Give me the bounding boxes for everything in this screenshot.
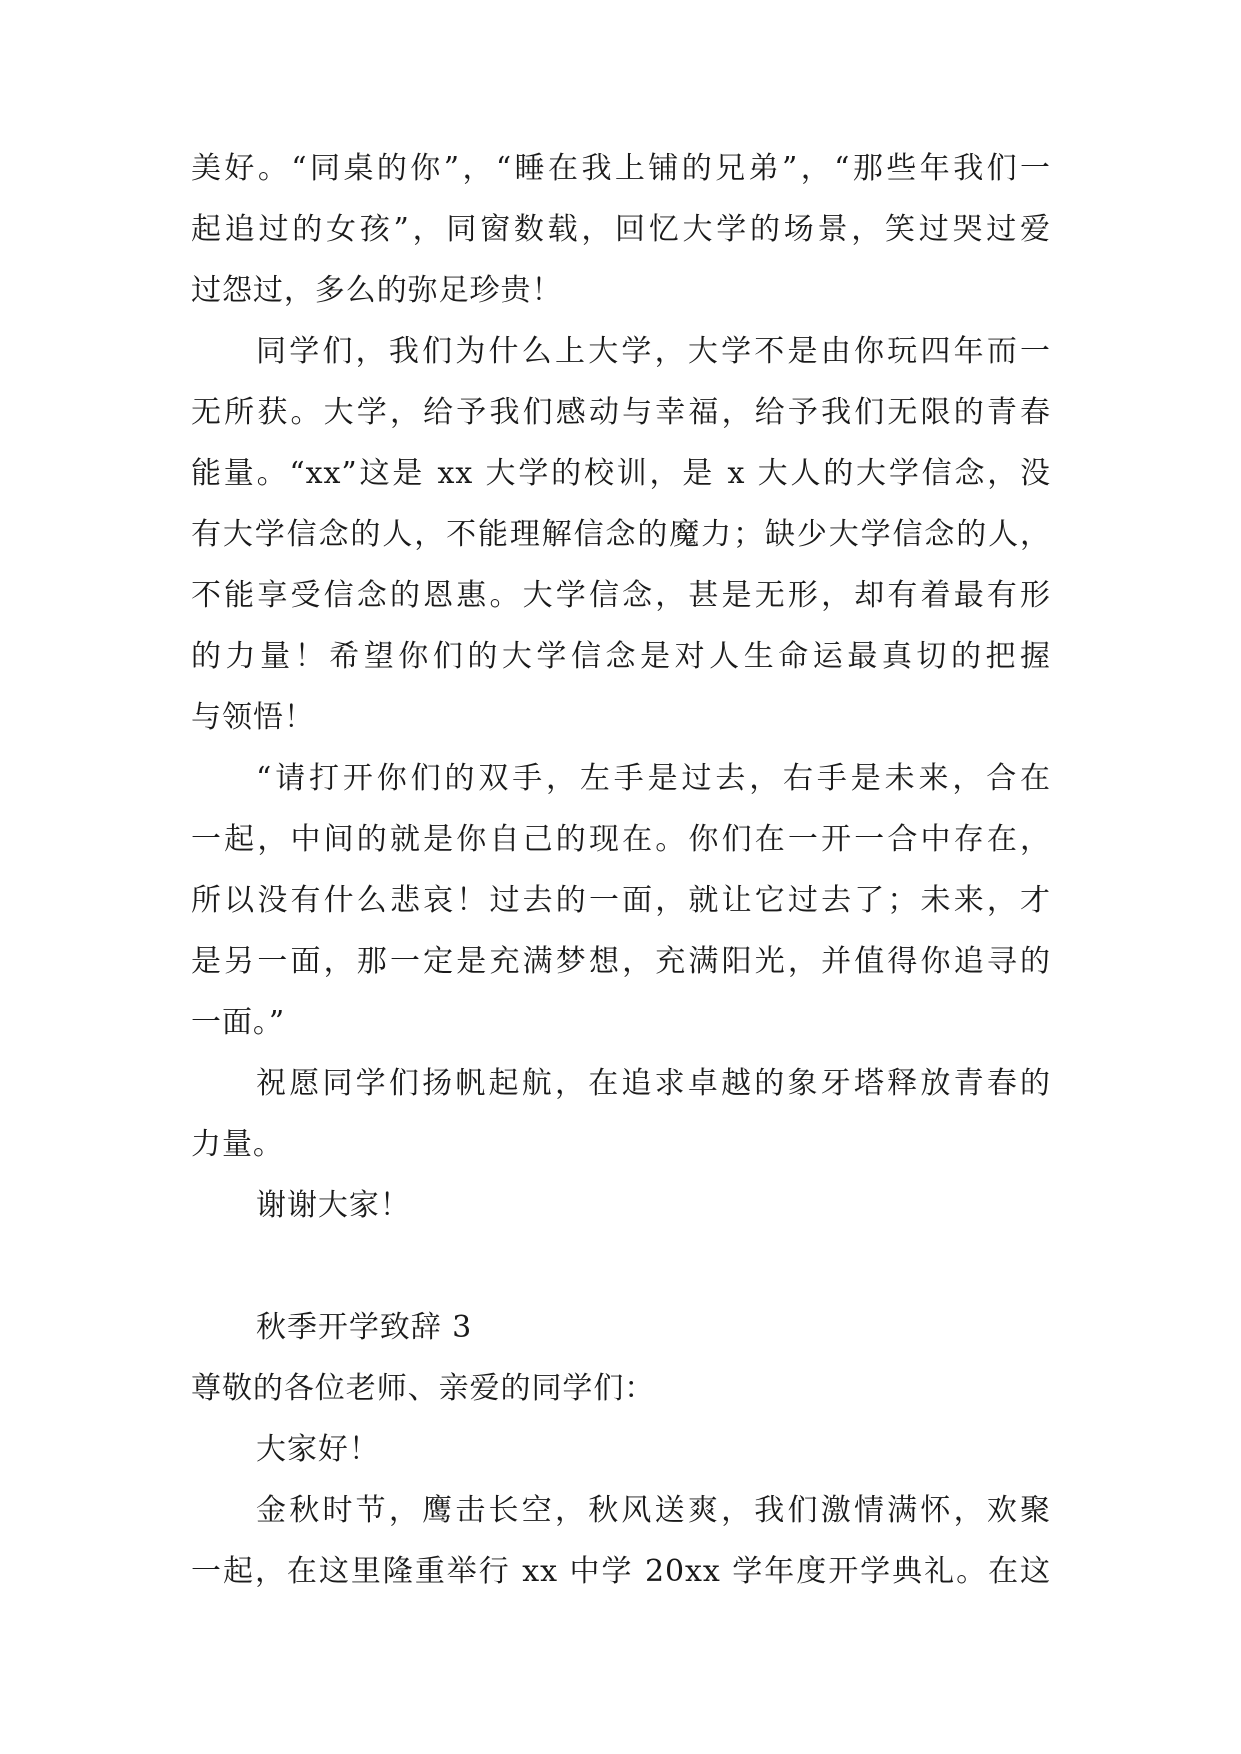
paragraph-line: 起追过的女孩”，同窗数载，回忆大学的场景，笑过哭过爱 [191, 212, 1051, 247]
document-page [191, 138, 1051, 1602]
paragraph-line: “请打开你们的双手，左手是过去，右手是未来，合在 [256, 761, 1051, 796]
paragraph-line: 美好。“同桌的你”，“睡在我上铺的兄弟”，“那些年我们一 [191, 151, 1051, 186]
paragraph-line: 同学们，我们为什么上大学，大学不是由你玩四年而一 [256, 334, 1051, 369]
paragraph-line: 无所获。大学，给予我们感动与幸福，给予我们无限的青春 [191, 395, 1051, 430]
blank-line [191, 1236, 1051, 1297]
closing-line: 谢谢大家！ [256, 1188, 411, 1223]
paragraph-line: 一起，中间的就是你自己的现在。你们在一开一合中存在， [191, 822, 1051, 857]
paragraph-line: 所以没有什么悲哀！过去的一面，就让它过去了；未来，才 [191, 883, 1051, 918]
paragraph-line: 能量。“xx”这是 xx 大学的校训，是 x 大人的大学信念，没 [191, 456, 1051, 491]
section-title: 秋季开学致辞 3 [256, 1310, 473, 1345]
paragraph-line: 力量。 [191, 1127, 284, 1162]
paragraph-line: 与领悟！ [191, 700, 315, 735]
paragraph-line: 祝愿同学们扬帆起航，在追求卓越的象牙塔释放青春的 [256, 1066, 1051, 1101]
paragraph-line: 有大学信念的人，不能理解信念的魔力；缺少大学信念的人， [191, 517, 1051, 552]
paragraph-line: 金秋时节，鹰击长空，秋风送爽，我们激情满怀，欢聚 [256, 1493, 1051, 1528]
paragraph-line: 是另一面，那一定是充满梦想，充满阳光，并值得你追寻的 [191, 944, 1051, 979]
paragraph-line: 过怨过，多么的弥足珍贵！ [191, 273, 563, 308]
paragraph-line: 一面。” [191, 1005, 286, 1040]
paragraph-line: 一起，在这里隆重举行 xx 中学 20xx 学年度开学典礼。在这 [191, 1554, 1051, 1589]
paragraph-line: 不能享受信念的恩惠。大学信念，甚是无形，却有着最有形 [191, 578, 1051, 613]
greeting: 大家好！ [256, 1432, 380, 1467]
paragraph-line: 的力量！希望你们的大学信念是对人生命运最真切的把握 [191, 639, 1051, 674]
salutation: 尊敬的各位老师、亲爱的同学们： [191, 1371, 656, 1406]
